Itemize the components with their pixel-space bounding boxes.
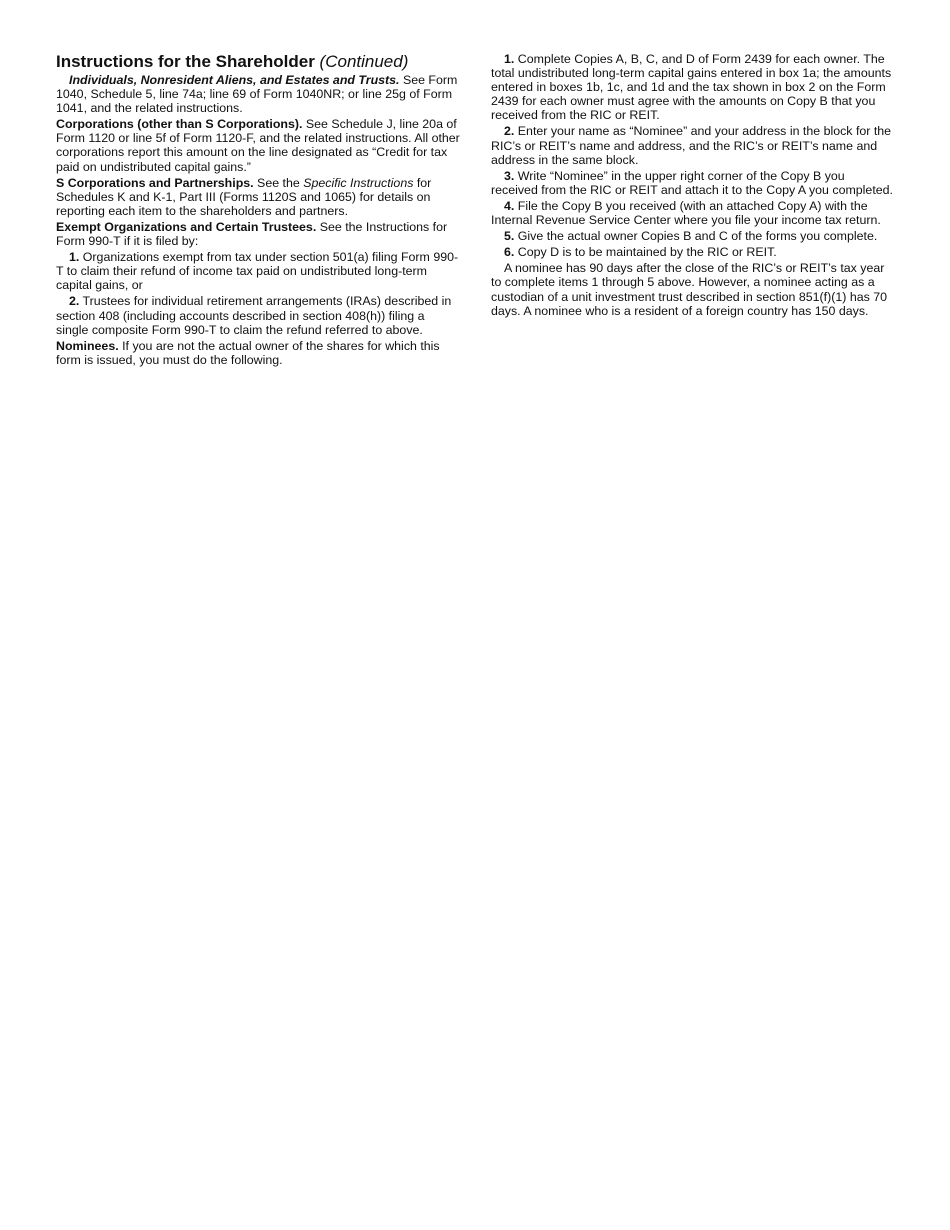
page-heading	[56, 52, 460, 72]
exempt-text: See the Instructions for Form 990-T if it is filed by:	[56, 219, 448, 249]
nominee-step-3-number: 3.	[504, 168, 515, 183]
heading-continued: (Continued)	[319, 52, 409, 71]
nominee-step-6-number: 6.	[504, 245, 515, 260]
nominees-text: If you are not the actual owner of the shares for which this form is issued, you must do the following.	[56, 338, 440, 367]
nominee-step-1-number: 1.	[504, 52, 515, 66]
nominee-step-3-text: Write “Nominee” in the upper right corner of the Copy B you received from the RIC or REIT and attach it to the Copy A you completed.	[491, 168, 893, 197]
nominee-step-4	[491, 199, 893, 227]
corporations-text: See Schedule J, line 20a of Form 1120 or line 5f of Form 1120-F, and the related instructions. All other corporations report this amount on the line designated as “Credit for tax paid on undistributed capital gains.”	[56, 117, 460, 174]
s-corporations-paragraph	[56, 176, 460, 218]
corporations-paragraph	[56, 117, 460, 173]
individuals-text: See Form 1040, Schedule 5, line 74a; line 69 of Form 1040NR; or line 25g of Form 1041, and the related instructions.	[56, 73, 458, 116]
exempt-item-1	[56, 250, 460, 292]
exempt-item-2-text: Trustees for individual retirement arrangements (IRAs) described in section 408 (including accounts described in section 408(h)) filing a single composite Form 990-T to claim the refund referred to above.	[56, 294, 452, 337]
nominee-step-5-text: Give the actual owner Copies B and C of the forms you complete.	[514, 229, 878, 244]
s-corporations-lead: S Corporations and Partnerships.	[56, 175, 254, 190]
nominee-step-6-text: Copy D is to be maintained by the RIC or REIT.	[514, 245, 777, 260]
exempt-lead: Exempt Organizations and Certain Trustees.	[56, 219, 317, 234]
s-corporations-italic: Specific Instructions	[303, 175, 414, 190]
exempt-item-1-text: Organizations exempt from tax under section 501(a) filing Form 990-T to claim their refund of income tax paid on undistributed long-term capital gains, or	[56, 250, 459, 293]
corporations-lead: Corporations (other than S Corporations).	[56, 117, 303, 132]
exempt-paragraph	[56, 220, 460, 248]
individuals-lead: Individuals, Nonresident Aliens, and Estates and Trusts.	[69, 73, 400, 87]
nominee-step-2-number: 2.	[504, 124, 515, 139]
nominee-step-4-text: File the Copy B you received (with an attached Copy A) with the Internal Revenue Service Center where you file your income tax return.	[491, 198, 881, 228]
nominees-lead: Nominees.	[56, 338, 119, 353]
heading-title: Instructions for the Shareholder	[56, 52, 315, 71]
left-column	[56, 52, 460, 369]
individuals-paragraph	[56, 73, 460, 115]
exempt-item-2-number: 2.	[69, 294, 80, 309]
exempt-item-1-number: 1.	[69, 250, 80, 265]
nominee-step-1-text: Complete Copies A, B, C, and D of Form 2439 for each owner. The total undistributed long-term capital gains entered in box 1a; the amounts entered in boxes 1b, 1c, and 1d and the tax shown in box 2 on the Form 2439 for each owner must agree with the amounts on Copy B that you received from the RIC or REIT.	[491, 52, 892, 123]
nominee-step-3	[491, 169, 893, 197]
nominee-step-5-number: 5.	[504, 229, 515, 244]
nominee-step-4-number: 4.	[504, 198, 515, 213]
nominees-paragraph	[56, 339, 460, 367]
nominee-step-5	[491, 229, 893, 243]
s-corporations-text-after: for Schedules K and K-1, Part III (Forms 1120S and 1065) for details on reporting each item to the shareholders and partners.	[56, 175, 432, 218]
nominee-step-2	[491, 124, 893, 166]
nominee-deadline-paragraph: A nominee has 90 days after the close of the RIC’s or REIT’s tax year to complete items 1 through 5 above. However, a nominee acting as a custodian of a unit investment trust described in section 851(f)(1) has 70 days. A nominee who is a resident of a foreign country has 150 days.	[491, 261, 888, 318]
nominee-step-1	[491, 52, 893, 122]
exempt-item-2	[56, 294, 460, 336]
nominee-step-2-text: Enter your name as “Nominee” and your address in the block for the RIC’s or REIT’s name and address, and the RIC’s or REIT’s name and address in the same block.	[491, 124, 892, 167]
s-corporations-text-before: See the	[253, 175, 304, 190]
right-column	[491, 52, 893, 320]
nominee-step-6	[491, 245, 893, 259]
